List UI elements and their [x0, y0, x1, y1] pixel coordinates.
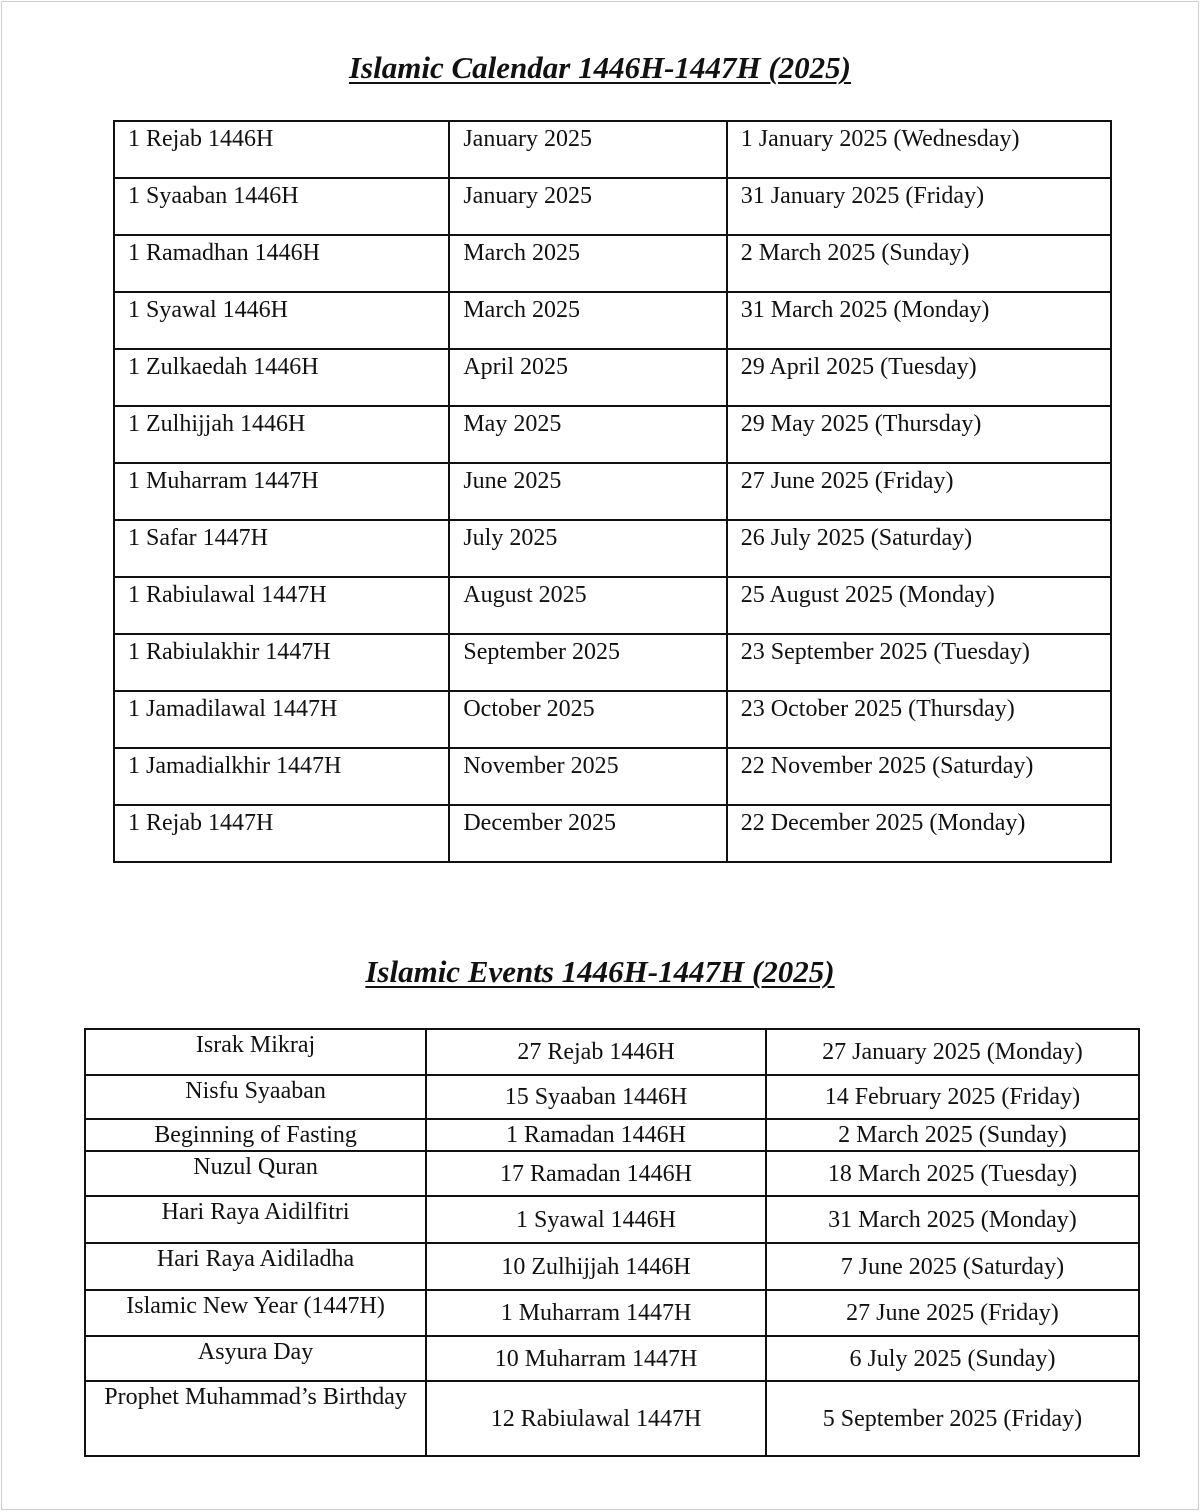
event-row-cell-hijri: 12 Rabiulawal 1447H — [426, 1381, 766, 1456]
calendar-row-cell-date: 26 July 2025 (Saturday) — [727, 520, 1111, 577]
event-row-cell-event: Beginning of Fasting — [85, 1119, 426, 1151]
calendar-row-cell-month: November 2025 — [449, 748, 726, 805]
calendar-row — [114, 748, 1111, 805]
calendar-row-cell-month: March 2025 — [449, 292, 726, 349]
events-table — [84, 1028, 1140, 1457]
event-row-cell-date: 2 March 2025 (Sunday) — [766, 1119, 1139, 1151]
calendar-row-cell-hijri: 1 Rejab 1447H — [114, 805, 449, 862]
event-row-cell-hijri: 17 Ramadan 1446H — [426, 1151, 766, 1196]
event-row-cell-date: 31 March 2025 (Monday) — [766, 1196, 1139, 1243]
calendar-row-cell-month: August 2025 — [449, 577, 726, 634]
calendar-row-cell-hijri: 1 Zulhijjah 1446H — [114, 406, 449, 463]
document-page — [1, 1, 1199, 1510]
event-row-cell-hijri: 1 Ramadan 1446H — [426, 1119, 766, 1151]
event-row-cell-date: 5 September 2025 (Friday) — [766, 1381, 1139, 1456]
event-row — [85, 1196, 1139, 1243]
calendar-row-cell-date: 31 March 2025 (Monday) — [727, 292, 1111, 349]
calendar-row-cell-date: 2 March 2025 (Sunday) — [727, 235, 1111, 292]
calendar-row-cell-date: 29 May 2025 (Thursday) — [727, 406, 1111, 463]
calendar-row-cell-month: March 2025 — [449, 235, 726, 292]
calendar-row-cell-month: January 2025 — [449, 178, 726, 235]
calendar-row-cell-hijri: 1 Zulkaedah 1446H — [114, 349, 449, 406]
calendar-row-cell-hijri: 1 Rabiulakhir 1447H — [114, 634, 449, 691]
event-row — [85, 1336, 1139, 1381]
calendar-row-cell-date: 27 June 2025 (Friday) — [727, 463, 1111, 520]
calendar-row-cell-hijri: 1 Jamadialkhir 1447H — [114, 748, 449, 805]
calendar-title: Islamic Calendar 1446H-1447H (2025) — [348, 50, 852, 85]
event-row-cell-hijri: 27 Rejab 1446H — [426, 1029, 766, 1075]
calendar-row-cell-hijri: 1 Muharram 1447H — [114, 463, 449, 520]
calendar-row — [114, 691, 1111, 748]
calendar-row — [114, 292, 1111, 349]
calendar-row-cell-date: 29 April 2025 (Tuesday) — [727, 349, 1111, 406]
calendar-row-cell-month: May 2025 — [449, 406, 726, 463]
event-row-cell-hijri: 10 Zulhijjah 1446H — [426, 1243, 766, 1290]
calendar-row-cell-date: 31 January 2025 (Friday) — [727, 178, 1111, 235]
calendar-row — [114, 406, 1111, 463]
event-row-cell-date: 6 July 2025 (Sunday) — [766, 1336, 1139, 1381]
event-row — [85, 1381, 1139, 1456]
event-row — [85, 1151, 1139, 1196]
event-row-cell-event: Islamic New Year (1447H) — [85, 1290, 426, 1336]
event-row-cell-event: Hari Raya Aidiladha — [85, 1243, 426, 1290]
calendar-row — [114, 634, 1111, 691]
calendar-row — [114, 235, 1111, 292]
calendar-row-cell-date: 25 August 2025 (Monday) — [727, 577, 1111, 634]
calendar-row-cell-hijri: 1 Ramadhan 1446H — [114, 235, 449, 292]
calendar-row — [114, 178, 1111, 235]
event-row-cell-event: Israk Mikraj — [85, 1029, 426, 1075]
calendar-row-cell-month: September 2025 — [449, 634, 726, 691]
calendar-row-cell-date: 22 December 2025 (Monday) — [727, 805, 1111, 862]
event-row-cell-event: Hari Raya Aidilfitri — [85, 1196, 426, 1243]
event-row-cell-hijri: 15 Syaaban 1446H — [426, 1075, 766, 1119]
event-row-cell-event: Nuzul Quran — [85, 1151, 426, 1196]
event-row-cell-date: 27 June 2025 (Friday) — [766, 1290, 1139, 1336]
calendar-row-cell-month: December 2025 — [449, 805, 726, 862]
calendar-row — [114, 349, 1111, 406]
event-row-cell-hijri: 1 Muharram 1447H — [426, 1290, 766, 1336]
calendar-row — [114, 463, 1111, 520]
calendar-row — [114, 520, 1111, 577]
calendar-row-cell-hijri: 1 Syaaban 1446H — [114, 178, 449, 235]
calendar-row-cell-date: 23 October 2025 (Thursday) — [727, 691, 1111, 748]
calendar-row-cell-month: July 2025 — [449, 520, 726, 577]
events-title: Islamic Events 1446H-1447H (2025) — [365, 954, 835, 989]
calendar-row-cell-hijri: 1 Rabiulawal 1447H — [114, 577, 449, 634]
event-row-cell-date: 7 June 2025 (Saturday) — [766, 1243, 1139, 1290]
event-row — [85, 1075, 1139, 1119]
event-row — [85, 1029, 1139, 1075]
calendar-row-cell-hijri: 1 Rejab 1446H — [114, 121, 449, 178]
calendar-row-cell-month: January 2025 — [449, 121, 726, 178]
calendar-row-cell-date: 23 September 2025 (Tuesday) — [727, 634, 1111, 691]
event-row-cell-date: 27 January 2025 (Monday) — [766, 1029, 1139, 1075]
event-row — [85, 1119, 1139, 1151]
calendar-row — [114, 577, 1111, 634]
calendar-table — [113, 120, 1112, 863]
event-row-cell-hijri: 1 Syawal 1446H — [426, 1196, 766, 1243]
calendar-row-cell-month: June 2025 — [449, 463, 726, 520]
calendar-row-cell-date: 22 November 2025 (Saturday) — [727, 748, 1111, 805]
calendar-row — [114, 805, 1111, 862]
calendar-row-cell-date: 1 January 2025 (Wednesday) — [727, 121, 1111, 178]
calendar-row-cell-month: October 2025 — [449, 691, 726, 748]
calendar-row-cell-hijri: 1 Jamadilawal 1447H — [114, 691, 449, 748]
calendar-row-cell-hijri: 1 Syawal 1446H — [114, 292, 449, 349]
event-row-cell-event: Prophet Muhammad’s Birthday — [85, 1381, 426, 1456]
calendar-row-cell-month: April 2025 — [449, 349, 726, 406]
event-row — [85, 1243, 1139, 1290]
event-row-cell-date: 14 February 2025 (Friday) — [766, 1075, 1139, 1119]
event-row-cell-hijri: 10 Muharram 1447H — [426, 1336, 766, 1381]
event-row-cell-event: Asyura Day — [85, 1336, 426, 1381]
calendar-row-cell-hijri: 1 Safar 1447H — [114, 520, 449, 577]
event-row — [85, 1290, 1139, 1336]
event-row-cell-event: Nisfu Syaaban — [85, 1075, 426, 1119]
calendar-row — [114, 121, 1111, 178]
event-row-cell-date: 18 March 2025 (Tuesday) — [766, 1151, 1139, 1196]
